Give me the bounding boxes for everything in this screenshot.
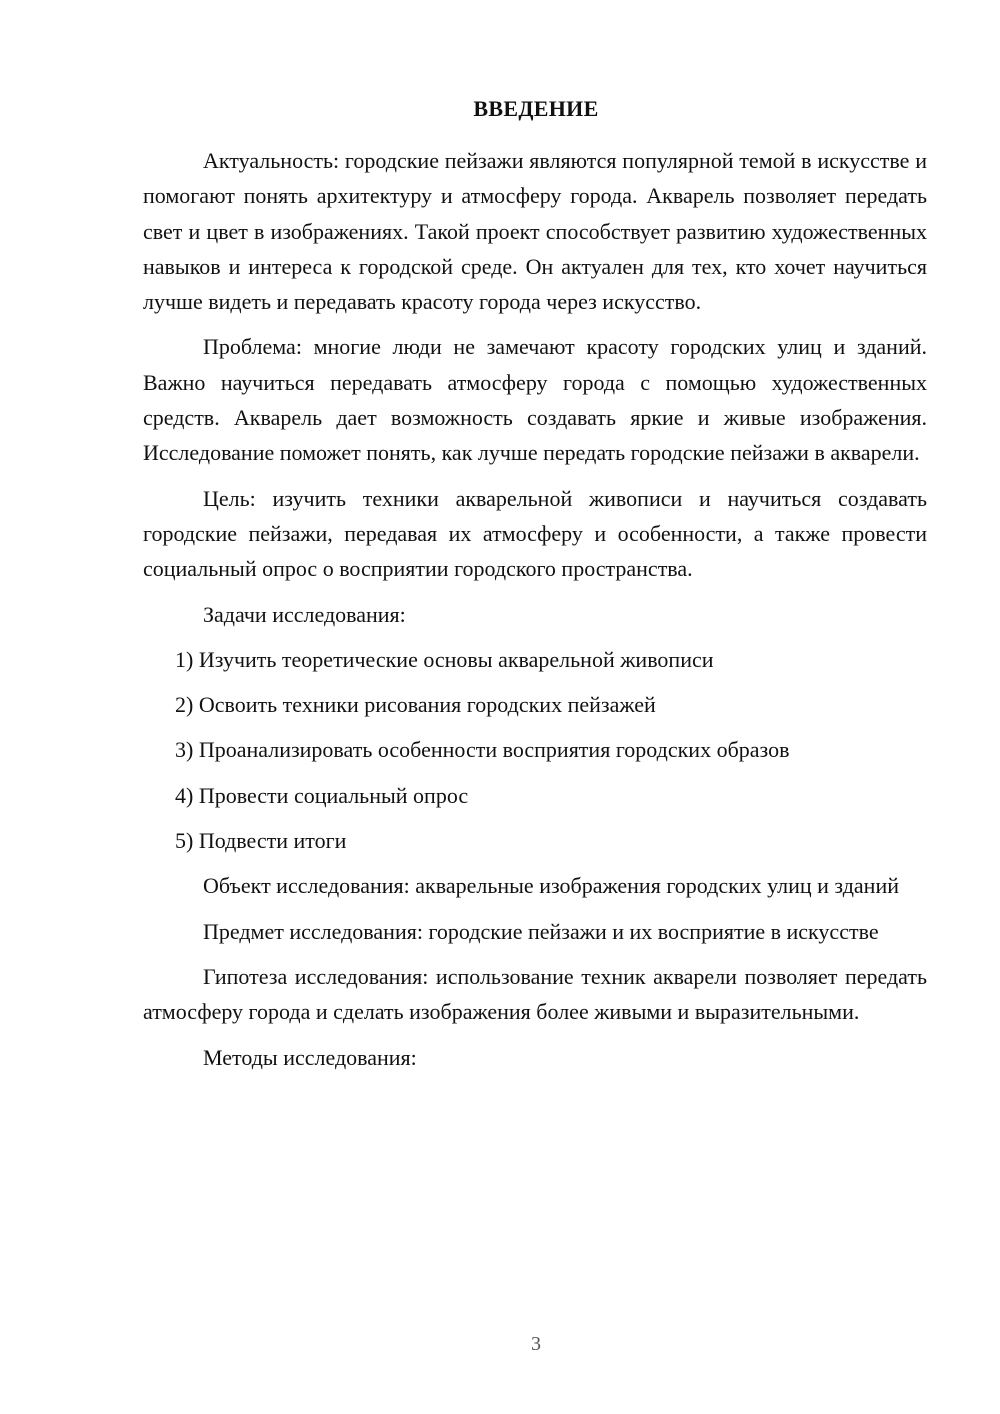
page-number: 3 (531, 1333, 541, 1355)
paragraph-subject: Предмет исследования: городские пейзажи и их восприятие в искусстве (203, 918, 879, 944)
task-item: 1) Изучить теоретические основы акварельной живописи (175, 646, 714, 672)
paragraph-problem: Проблема: многие люди не замечают красоту городских улиц и зданий. Важно научиться передавать атмосферу города с помощью художественных средств. Акварель дает возможность создавать яркие и живые изображения. Исследование поможет понять, как лучше передать городские пейзажи в акварели. (143, 334, 927, 466)
paragraph-object: Объект исследования: акварельные изображения городских улиц и зданий (203, 873, 899, 899)
task-item: 4) Провести социальный опрос (175, 782, 469, 808)
paragraph-goal: Цель: изучить техники акварельной живописи и научиться создавать городские пейзажи, передавая их атмосферу и особенности, а также провести социальный опрос о восприятии городского пространства. (143, 485, 927, 582)
paragraph-relevance: Актуальность: городские пейзажи являются популярной темой в искусстве и помогают понять архитектуру и атмосферу города. Акварель позволяет передать свет и цвет в изображениях. Такой проект способствует развитию художественных навыков и интереса к городской среде. Он актуален для тех, кто хочет научиться лучше видеть и передавать красоту города через искусство. (143, 148, 927, 315)
task-item: 2) Освоить техники рисования городских пейзажей (175, 692, 656, 718)
document-body (143, 143, 927, 1085)
section-heading: ВВЕДЕНИЕ (473, 96, 599, 121)
task-item: 5) Подвести итоги (175, 828, 347, 854)
task-item: 3) Проанализировать особенности восприятия городских образов (175, 737, 790, 763)
paragraph-hypothesis: Гипотеза исследования: использование техник акварели позволяет передать атмосферу города и сделать изображения более живыми и выразительными. (143, 963, 927, 1025)
tasks-intro: Задачи исследования: (203, 601, 406, 627)
paragraph-methods: Методы исследования: (203, 1044, 417, 1070)
